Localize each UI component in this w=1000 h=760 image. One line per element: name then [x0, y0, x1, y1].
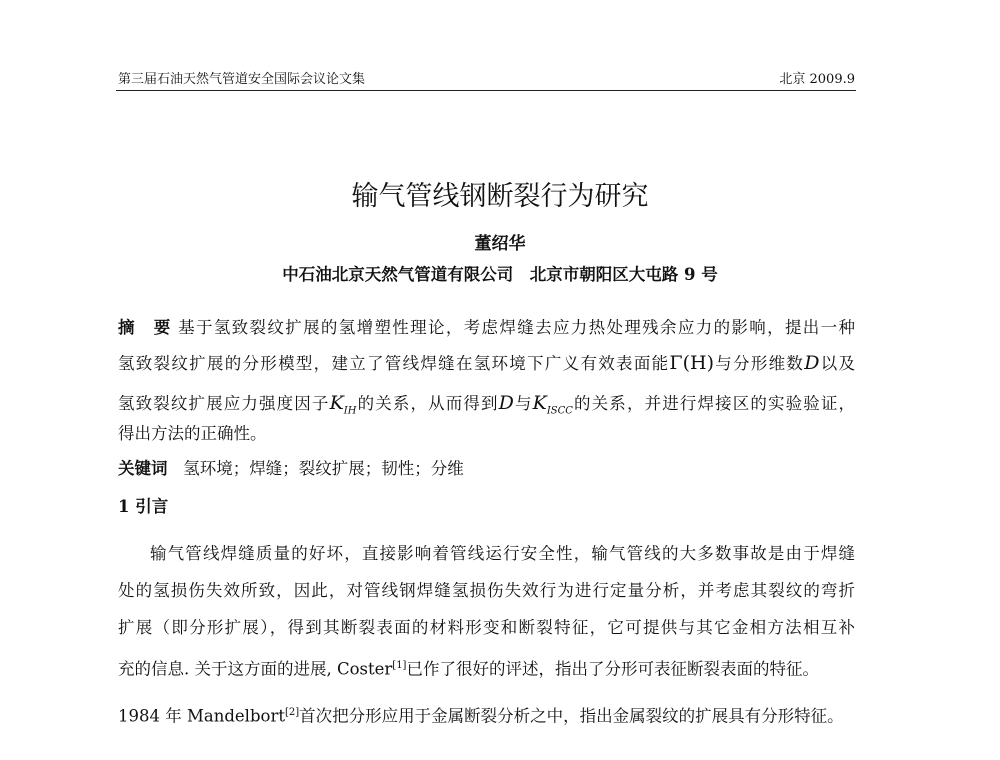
keywords-line — [118, 458, 855, 480]
abstract-text: 的关系，从而得到 — [356, 394, 499, 413]
symbol-k: K — [329, 392, 344, 414]
body-text: 1984 年 Mandelbort — [118, 706, 285, 726]
abstract-text: 的关系，并进行焊接区的实验验证， — [572, 394, 856, 413]
body-text: 已作了很好的评述，指出了分形可表征断裂表面的特征。 — [406, 659, 819, 679]
citation-1[interactable]: [1] — [392, 660, 407, 671]
symbol-d: D — [804, 352, 820, 374]
abstract-line — [118, 392, 855, 422]
abstract-text: 与 — [513, 394, 533, 413]
body-text: 充的信息. 关于这方面的进展, Coster — [118, 659, 393, 679]
abstract-text: 以及 — [819, 354, 856, 373]
keywords-text: 氢环境；焊缝；裂纹扩展；韧性；分维 — [183, 459, 464, 478]
abstract-line — [118, 317, 855, 339]
abstract-text: 氢致裂纹扩展的分形模型，建立了管线焊缝在氢环境下广义有效表面能 — [118, 354, 670, 373]
section-heading — [118, 496, 855, 518]
gamma-h: Γ(H) — [669, 352, 714, 374]
symbol-k: K — [532, 392, 547, 414]
journal-header: 第三届石油天然气管道安全国际会议论文集 — [118, 72, 366, 87]
kiscc-subscript: ISCC — [546, 405, 573, 417]
body-line: 输气管线焊缝质量的好坏，直接影响着管线运行安全性，输气管线的大多数事故是由于焊缝 — [150, 544, 855, 563]
abstract-label: 摘 要 — [118, 318, 172, 337]
body-line — [118, 655, 855, 681]
abstract-line: 得出方法的正确性。 — [118, 424, 267, 443]
section-number: 1 — [118, 497, 130, 516]
body-line — [118, 702, 855, 728]
citation-2[interactable]: [2] — [284, 707, 300, 718]
abstract-text: 氢致裂纹扩展应力强度因子 — [118, 394, 330, 413]
keywords-label: 关键词 — [118, 459, 168, 478]
abstract-line — [118, 352, 855, 375]
kih-subscript: IH — [343, 405, 357, 417]
abstract-text: 与分形维数 — [713, 354, 805, 373]
body-line: 处的氢损伤失效所致，因此，对管线钢焊缝氢损伤失效行为进行定量分析，并考虑其裂纹的弯折 — [118, 581, 855, 600]
paper-title: 输气管线钢断裂行为研究 — [351, 181, 649, 212]
section-title: 引言 — [135, 497, 169, 516]
header-place-date: 北京 2009.9 — [779, 72, 855, 87]
body-line: 扩展（即分形扩展），得到其断裂表面的材料形变和断裂特征，它可提供与其它金相方法相互补 — [118, 618, 855, 637]
header-rule — [116, 90, 856, 91]
author: 董绍华 — [474, 234, 526, 254]
symbol-d: D — [498, 392, 514, 414]
abstract-text: 基于氢致裂纹扩展的氢增塑性理论，考虑焊缝去应力热处理残余应力的影响，提出一种 — [178, 318, 856, 337]
body-text: 首次把分形应用于金属断裂分析之中，指出金属裂纹的扩展具有分形特征。 — [299, 706, 844, 726]
affiliation: 中石油北京天然气管道有限公司 北京市朝阳区大屯路 9 号 — [282, 265, 718, 284]
